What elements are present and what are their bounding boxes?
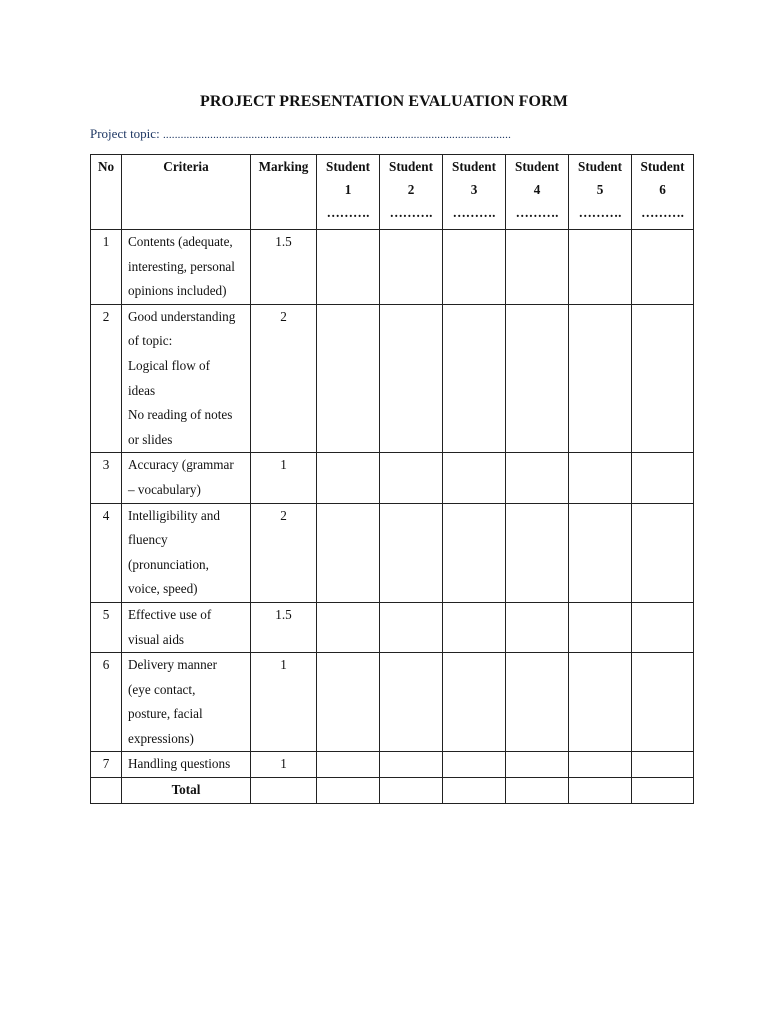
total-score-cell[interactable] [443, 778, 506, 804]
criteria-text: expressions) [128, 730, 194, 746]
criteria-text: Intelligibility and [128, 507, 220, 523]
header-student-4 [506, 155, 569, 230]
marking-value: 2 [251, 304, 317, 453]
score-cell[interactable] [443, 453, 506, 503]
student-name-blank[interactable]: ………. [452, 205, 496, 220]
student-number: 5 [596, 182, 604, 197]
project-topic-blank[interactable]: ...................................................................................................................... [162, 129, 512, 141]
total-marking-cell[interactable] [251, 778, 317, 804]
student-number: 6 [659, 182, 666, 197]
score-cell[interactable] [317, 453, 380, 503]
evaluation-table [90, 154, 694, 804]
criteria-text: Effective use of [128, 606, 212, 622]
row-number: 6 [91, 653, 122, 752]
score-cell[interactable] [443, 752, 506, 778]
score-cell[interactable] [569, 230, 632, 305]
score-cell[interactable] [506, 503, 569, 602]
header-student-6 [632, 155, 694, 230]
score-cell[interactable] [443, 230, 506, 305]
criteria-text: posture, facial [128, 706, 203, 722]
row-number: 2 [91, 304, 122, 453]
student-label: Student [640, 159, 685, 174]
criteria-text: voice, speed) [128, 581, 198, 597]
student-name-blank[interactable]: ………. [389, 205, 433, 220]
score-cell[interactable] [569, 453, 632, 503]
score-cell[interactable] [317, 653, 380, 752]
project-topic-line [90, 126, 511, 142]
row-number: 7 [91, 752, 122, 778]
criteria-row-7 [91, 752, 694, 778]
score-cell[interactable] [317, 304, 380, 453]
criteria-text: or slides [128, 431, 173, 447]
score-cell[interactable] [632, 503, 694, 602]
criteria-text: fluency [128, 532, 168, 548]
score-cell[interactable] [443, 304, 506, 453]
score-cell[interactable] [506, 752, 569, 778]
score-cell[interactable] [632, 752, 694, 778]
header-student-1 [317, 155, 380, 230]
student-label: Student [515, 159, 559, 174]
header-student-5 [569, 155, 632, 230]
criteria-cell [122, 453, 251, 503]
total-score-cell[interactable] [317, 778, 380, 804]
score-cell[interactable] [443, 602, 506, 652]
page-title: PROJECT PRESENTATION EVALUATION FORM [200, 93, 568, 110]
criteria-row-5 [91, 602, 694, 652]
project-topic-label: Project topic: [90, 126, 160, 141]
student-number: 2 [407, 182, 415, 197]
score-cell[interactable] [632, 230, 694, 305]
criteria-text: opinions included) [128, 283, 227, 299]
criteria-cell [122, 230, 251, 305]
criteria-text: (eye contact, [128, 681, 196, 697]
criteria-text: interesting, personal [128, 258, 235, 274]
score-cell[interactable] [506, 653, 569, 752]
score-cell[interactable] [380, 304, 443, 453]
header-no: No [91, 155, 122, 230]
student-name-blank[interactable]: ………. [515, 205, 559, 220]
total-score-cell[interactable] [569, 778, 632, 804]
marking-value: 1 [251, 453, 317, 503]
score-cell[interactable] [380, 453, 443, 503]
row-number: 1 [91, 230, 122, 305]
criteria-text: Delivery manner [128, 657, 217, 673]
marking-value: 1.5 [251, 230, 317, 305]
score-cell[interactable] [632, 653, 694, 752]
row-number: 3 [91, 453, 122, 503]
row-number: 5 [91, 602, 122, 652]
score-cell[interactable] [569, 653, 632, 752]
criteria-text: Accuracy (grammar [128, 457, 234, 473]
total-label: Total [122, 778, 251, 804]
criteria-text: Logical flow of [128, 357, 211, 373]
header-row [91, 155, 694, 230]
score-cell[interactable] [632, 602, 694, 652]
student-label: Student [389, 159, 433, 174]
criteria-text: No reading of notes [128, 407, 233, 423]
score-cell[interactable] [443, 653, 506, 752]
criteria-row-6 [91, 653, 694, 752]
total-row [91, 778, 694, 804]
score-cell[interactable] [632, 304, 694, 453]
criteria-row-3 [91, 453, 694, 503]
score-cell[interactable] [569, 503, 632, 602]
marking-value: 1.5 [251, 602, 317, 652]
total-score-cell[interactable] [506, 778, 569, 804]
total-score-cell[interactable] [380, 778, 443, 804]
score-cell[interactable] [380, 752, 443, 778]
score-cell[interactable] [317, 503, 380, 602]
criteria-cell [122, 602, 251, 652]
criteria-row-4 [91, 503, 694, 602]
student-number: 3 [470, 182, 478, 197]
score-cell[interactable] [380, 503, 443, 602]
criteria-text: Good understanding [128, 308, 236, 324]
score-cell[interactable] [506, 453, 569, 503]
marking-value: 1 [251, 752, 317, 778]
marking-value: 2 [251, 503, 317, 602]
score-cell[interactable] [380, 653, 443, 752]
header-student-3 [443, 155, 506, 230]
score-cell[interactable] [380, 602, 443, 652]
student-number: 1 [344, 182, 352, 197]
score-cell[interactable] [380, 230, 443, 305]
criteria-text: Handling questions [128, 756, 231, 772]
criteria-row-2 [91, 304, 694, 453]
header-marking: Marking [251, 155, 317, 230]
criteria-text: ideas [128, 382, 156, 398]
score-cell[interactable] [317, 230, 380, 305]
score-cell[interactable] [317, 602, 380, 652]
score-cell[interactable] [569, 602, 632, 652]
student-name-blank[interactable]: ………. [326, 205, 370, 220]
score-cell[interactable] [506, 602, 569, 652]
criteria-text: of topic: [128, 333, 173, 349]
criteria-row-1 [91, 230, 694, 305]
score-cell[interactable] [506, 304, 569, 453]
criteria-text: – vocabulary) [128, 481, 201, 497]
header-criteria: Criteria [122, 155, 251, 230]
marking-value: 1 [251, 653, 317, 752]
student-label: Student [326, 159, 370, 174]
criteria-text: Contents (adequate, [128, 234, 233, 249]
score-cell[interactable] [506, 230, 569, 305]
header-student-2 [380, 155, 443, 230]
score-cell[interactable] [569, 752, 632, 778]
row-number: 4 [91, 503, 122, 602]
criteria-cell [122, 653, 251, 752]
criteria-text: visual aids [128, 631, 185, 647]
criteria-text: (pronunciation, [128, 556, 209, 572]
criteria-cell [122, 752, 251, 778]
score-cell[interactable] [569, 304, 632, 453]
student-label: Student [578, 159, 622, 174]
score-cell[interactable] [632, 453, 694, 503]
student-name-blank[interactable]: ………. [641, 205, 684, 220]
total-no-cell [91, 778, 122, 804]
student-number: 4 [533, 182, 541, 197]
score-cell[interactable] [317, 752, 380, 778]
score-cell[interactable] [443, 503, 506, 602]
student-label: Student [452, 159, 496, 174]
student-name-blank[interactable]: ………. [578, 205, 622, 220]
criteria-cell [122, 304, 251, 453]
criteria-cell [122, 503, 251, 602]
total-score-cell[interactable] [632, 778, 694, 804]
